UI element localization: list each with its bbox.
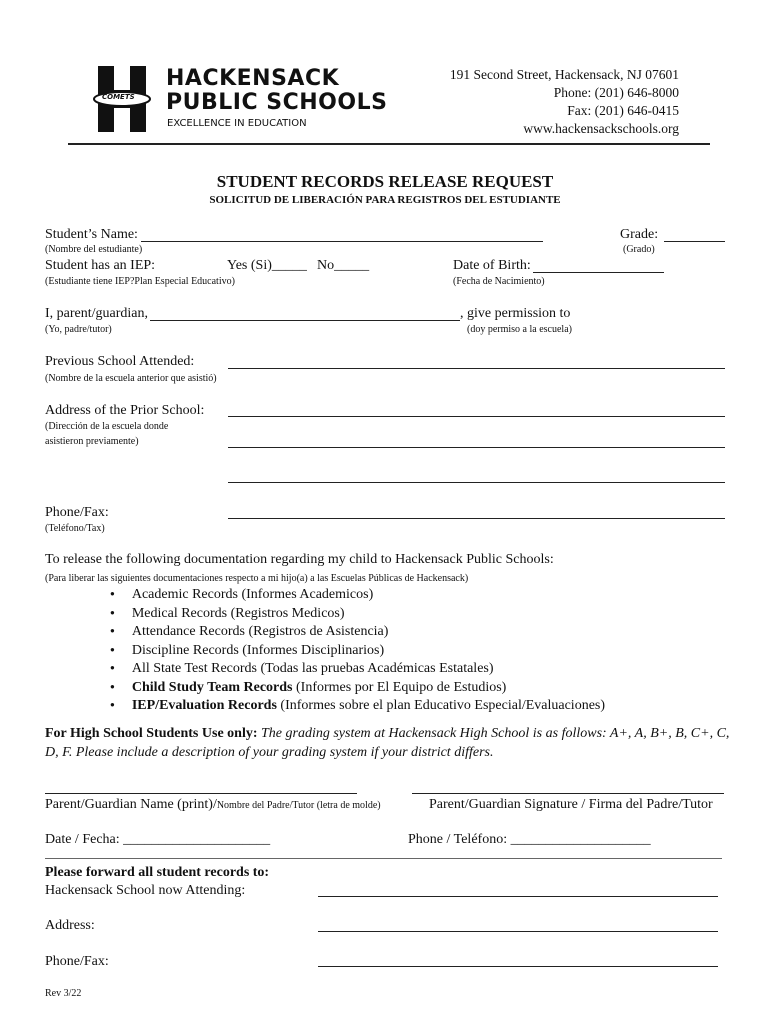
list-item[interactable]: ● Child Study Team Records (Informes por El Equipo de Estudios) [110,679,605,698]
release-intro-es: (Para liberar las siguientes documentaciones respecto a mi hijo(a) a las Escuelas Públicas de Hackensack) [45,573,469,584]
dob-label-es: (Fecha de Nacimiento) [453,276,545,287]
contact-address: 191 Second Street, Hackensack, NJ 07601 [449,67,679,82]
student-name-field[interactable] [141,241,543,242]
high-school-note-line1: The grading system at Hackensack High School is as follows: A+, A, B+, B, C+, C, [257,726,730,741]
header-rule [68,143,710,145]
prev-school-field[interactable] [228,368,725,369]
iep-no-option[interactable]: No_____ [317,258,370,273]
district-logo [92,66,388,138]
dob-label: Date of Birth: [453,258,531,273]
prior-address-label-es-1: (Dirección de la escuela donde [45,421,169,432]
grade-label-es: (Grado) [623,244,655,255]
high-school-note-label: For High School Students Use only: [45,726,258,741]
parent-signature-field[interactable] [412,793,724,794]
prior-address-field-2[interactable] [228,447,725,448]
forward-address-field[interactable] [318,931,718,932]
forward-school-label: Hackensack School now Attending: [45,883,246,898]
prev-school-label-es: (Nombre de la escuela anterior que asistió) [45,373,217,384]
grade-field[interactable] [664,241,725,242]
list-item[interactable]: ● All State Test Records (Todas las pruebas Académicas Estatales) [110,660,605,679]
parent-label: I, parent/guardian, [45,306,149,321]
list-item[interactable]: ● Academic Records (Informes Academicos) [110,586,605,605]
iep-label: Student has an IEP: [45,258,156,273]
permission-label-es: (doy permiso a la escuela) [467,324,572,335]
date-field[interactable]: Date / Fecha: _____________________ [45,832,271,847]
list-item[interactable]: ● Medical Records (Registros Medicos) [110,605,605,624]
iep-label-es: (Estudiante tiene IEP?Plan Especial Educativo) [45,276,235,287]
release-intro: To release the following documentation regarding my child to Hackensack Public Schools: [45,552,554,567]
iep-yes-option[interactable]: Yes (Si)_____ [227,258,307,273]
form-title-spanish: SOLICITUD DE LIBERACIÓN PARA REGISTROS DEL ESTUDIANTE [209,194,561,206]
prior-address-field-3[interactable] [228,482,725,483]
phone-field[interactable]: Phone / Teléfono: ____________________ [408,832,651,847]
revision-label: Rev 3/22 [45,988,82,999]
prev-school-label: Previous School Attended: [45,354,195,369]
contact-phone: Phone: (201) 646-8000 [553,85,679,100]
permission-label: , give permission to [460,306,571,321]
phonefax-label-es: (Teléfono/Tax) [45,523,105,534]
forward-heading: Please forward all student records to: [45,865,270,880]
prior-address-label: Address of the Prior School: [45,403,205,418]
contact-fax: Fax: (201) 646-0415 [567,103,679,118]
district-name-line2: PUBLIC SCHOOLS [166,90,388,115]
forward-school-field[interactable] [318,896,718,897]
district-name-line1: HACKENSACK [166,66,340,91]
phonefax-field[interactable] [228,518,725,519]
grade-label: Grade: [620,227,659,242]
list-item[interactable]: ● Discipline Records (Informes Disciplinarios) [110,642,605,661]
records-list [110,586,605,716]
parent-name-field[interactable] [150,320,460,321]
form-title: STUDENT RECORDS RELEASE REQUEST [216,172,554,191]
student-name-label-es: (Nombre del estudiante) [45,244,143,255]
prior-address-label-es-2: asistieron previamente) [45,436,139,447]
list-item[interactable]: ● Attendance Records (Registros de Asistencia) [110,623,605,642]
parent-label-es: (Yo, padre/tutor) [45,324,112,335]
divider [45,858,722,859]
forward-address-label: Address: [45,918,95,933]
dob-field[interactable] [533,272,664,273]
contact-website: www.hackensackschools.org [523,121,679,136]
district-tagline: EXCELLENCE IN EDUCATION [167,118,307,129]
parent-name-print-label: Parent/Guardian Name (print)/Nombre del Padre/Tutor (letra de molde) [45,797,381,812]
parent-signature-label: Parent/Guardian Signature / Firma del Padre/Tutor [429,797,713,812]
list-item[interactable]: ● IEP/Evaluation Records (Informes sobre el plan Educativo Especial/Evaluaciones) [110,697,605,716]
mascot-label: COMETS [102,93,135,101]
parent-name-print-field[interactable] [45,793,357,794]
student-name-label: Student’s Name: [45,227,138,242]
high-school-note-line2: D, F. Please include a description of your grading system if your district differs. [45,745,494,760]
high-school-note [45,726,729,742]
forward-phonefax-field[interactable] [318,966,718,967]
forward-phonefax-label: Phone/Fax: [45,954,109,969]
phonefax-label: Phone/Fax: [45,505,109,520]
prior-address-field-1[interactable] [228,416,725,417]
